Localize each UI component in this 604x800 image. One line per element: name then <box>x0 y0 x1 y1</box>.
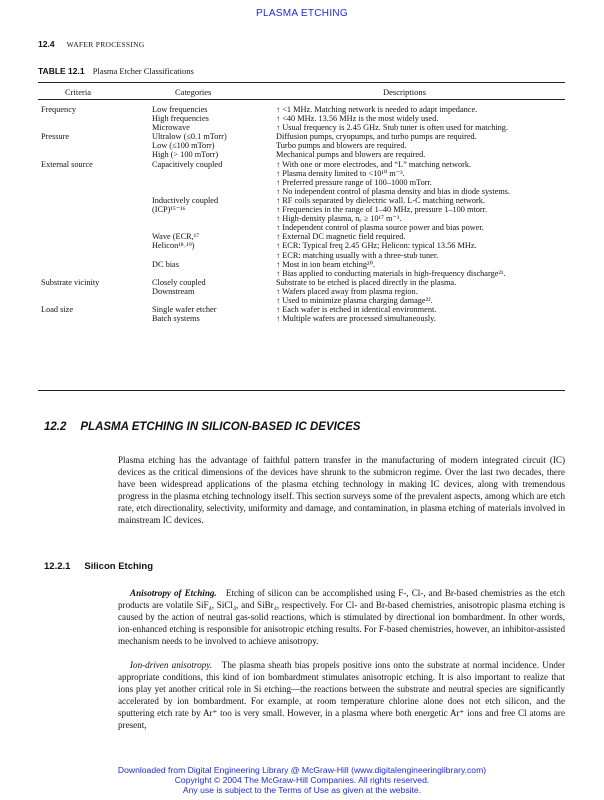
category-cell <box>152 296 276 305</box>
table-row <box>38 269 568 278</box>
criteria-cell <box>38 123 152 132</box>
table-row <box>38 141 568 150</box>
table-row <box>38 196 568 205</box>
criteria-cell <box>38 114 152 123</box>
chapter-title: WAFER PROCESSING <box>66 40 145 49</box>
category-cell: Helicon¹⁸˒¹⁹) <box>152 241 195 251</box>
table-header-descriptions: Descriptions <box>383 87 426 97</box>
classification-table <box>38 105 568 323</box>
description-cell: ↑ No independent control of plasma density and bias in diode systems. <box>276 186 511 196</box>
subsection-title: Silicon Etching <box>84 561 154 572</box>
criteria-cell: External source <box>41 159 93 169</box>
description-cell: ↑ RF coils separated by dielectric wall. L-C matching network. <box>276 195 485 205</box>
subsection-heading <box>44 561 153 572</box>
category-cell: High (> 100 mTorr) <box>152 150 219 160</box>
section-number: 12.2 <box>44 421 67 433</box>
table-header-rule <box>38 99 565 100</box>
category-cell: Batch systems <box>152 314 200 324</box>
category-cell: High frequencies <box>152 114 209 124</box>
category-cell: Capacitively coupled <box>152 159 223 169</box>
criteria-cell <box>38 196 152 205</box>
category-cell: Closely coupled <box>152 277 206 287</box>
table-row <box>38 223 568 232</box>
criteria-cell <box>38 260 152 269</box>
table-row <box>38 278 568 287</box>
category-cell: Microwave <box>152 123 190 133</box>
criteria-cell <box>38 241 152 250</box>
description-cell: ↑ External DC magnetic field required. <box>276 232 406 242</box>
category-cell <box>152 214 276 223</box>
category-cell: Single wafer etcher <box>152 305 217 315</box>
category-cell: Low (≤100 mTorr) <box>152 141 215 151</box>
description-cell: ↑ Usual frequency is 2.45 GHz. Stub tuner is often used for matching. <box>276 123 509 133</box>
table-row <box>38 150 568 159</box>
description-cell: ↑ Used to minimize plasma charging damage²². <box>276 295 433 305</box>
table-header-criteria: Criteria <box>65 87 91 97</box>
table-row <box>38 132 568 141</box>
table-caption <box>38 66 194 76</box>
criteria-cell: Substrate vicinity <box>41 277 100 287</box>
page-banner: PLASMA ETCHING <box>256 8 348 19</box>
criteria-cell <box>38 314 152 323</box>
category-cell <box>152 223 276 232</box>
criteria-cell <box>38 187 152 196</box>
table-row <box>38 314 568 323</box>
description-cell: ↑ ECR: matching usually with a three-stub tuner. <box>276 250 439 260</box>
table-row <box>38 296 568 305</box>
ion-anisotropy-paragraph <box>118 659 565 732</box>
table-row <box>38 214 568 223</box>
table-row <box>38 169 568 178</box>
criteria-cell <box>38 141 152 150</box>
category-cell <box>152 178 276 187</box>
table-row <box>38 260 568 269</box>
footer-line-download: Downloaded from Digital Engineering Library @ McGraw-Hill (www.digitalengineeringlibrary.com) <box>117 765 487 775</box>
intro-paragraph: Plasma etching has the advantage of faithful pattern transfer in the manufacturing of modern integrated circuit (IC) devices as the critical dimensions of the devices have shrunk to the submicron regime. Over the last two decades, there have been widespread applications of the plasma etching technology in making IC devices, along with tremendous progress in the plasma etching technology itself. This section surveys some of the prevalent aspects, among which are etch rate, etch directionality, selectivity, uniformity and damage, and contamination, in plasma etching of materials involved in mainstream IC devices. <box>118 455 565 526</box>
table-caption-text: Plasma Etcher Classifications <box>92 66 194 76</box>
description-cell: ↑ Bias applied to conducting materials in high-frequency discharge²¹. <box>276 268 506 278</box>
ion-text: The plasma sheath bias propels positive ions onto the substrate at normal incidence. Under appropriate conditions, this kind of ion bombardment stimulates anisotropic etching. It is also important to realize that ions play yet another critical role in Si etching—the reactions between the substrate and neutral species are significantly accelerated by ion bombardment. For example, at room temperature chlorine alone does not etch silicon, and the sputtering etch rate by Ar⁺ too is very small. However, in a plasma where both energetic Ar⁺ ions and free Cl atoms are present, <box>118 660 565 731</box>
table-row <box>38 305 568 314</box>
description-cell: ↑ <40 MHz. 13.56 MHz is the most widely used. <box>276 114 439 124</box>
description-cell: ↑ Multiple wafers are processed simultaneously. <box>276 314 436 324</box>
criteria-cell <box>38 251 152 260</box>
table-row <box>38 251 568 260</box>
criteria-cell <box>38 178 152 187</box>
table-row <box>38 105 568 114</box>
criteria-cell <box>38 205 152 214</box>
category-cell: Wave (ECR,¹⁷ <box>152 232 200 242</box>
criteria-cell <box>38 214 152 223</box>
description-cell: ↑ High-density plasma, nₑ ≥ 10¹⁷ m⁻³. <box>276 214 402 224</box>
criteria-cell: Load size <box>41 305 74 315</box>
category-cell: Inductively coupled <box>152 195 219 205</box>
description-cell: ↑ With one or more electrodes, and “L” matching network. <box>276 159 472 169</box>
description-cell: ↑ <1 MHz. Matching network is needed to adapt impedance. <box>276 105 478 114</box>
page-number: 12.4 <box>38 39 55 49</box>
criteria-cell <box>38 232 152 241</box>
table-header-categories: Categories <box>175 87 212 97</box>
category-cell: Low frequencies <box>152 105 208 114</box>
running-head <box>38 39 145 49</box>
table-row <box>38 187 568 196</box>
footer <box>0 765 604 795</box>
criteria-cell <box>38 169 152 178</box>
category-cell <box>152 187 276 196</box>
category-cell <box>152 169 276 178</box>
category-cell <box>152 269 276 278</box>
footer-line-terms: Any use is subject to the Terms of Use as given at the website. <box>182 785 422 795</box>
table-row <box>38 160 568 169</box>
subsection-number: 12.2.1 <box>44 561 71 572</box>
description-cell: ↑ Frequencies in the range of 1–40 MHz, pressure 1–100 mtorr. <box>276 205 488 215</box>
ion-runin: Ion-driven anisotropy. <box>130 660 213 670</box>
table-row <box>38 178 568 187</box>
anisotropy-text: Etching of silicon can be accomplished using F-, Cl-, and Br-based chemistries as the etch products are volatile SiF₄, SiCl₄, and SiBr₄, respectively. For Cl- and Br-based chemistries, anisotropic plasma etching is caused by the action of neutral gas-solid reactions, which is stimulated by directional ion bombardment. In other words, ion-enhanced etching is responsible for anisotropic etching results. For F-based chemistries, however, an inhibitor-assisted mechanism needs to be involved to achieve anisotropy. <box>118 588 565 647</box>
description-cell: Turbo pumps and blowers are required. <box>276 141 407 151</box>
table-row <box>38 123 568 132</box>
category-cell: Ultralow (≤0.1 mTorr) <box>152 132 227 142</box>
description-cell: ↑ Each wafer is etched in identical environment. <box>276 305 437 315</box>
description-cell: ↑ Preferred pressure range of 100–1000 mTorr. <box>276 177 432 187</box>
criteria-cell: Frequency <box>41 105 77 114</box>
criteria-cell <box>38 150 152 159</box>
description-cell: Substrate to be etched is placed directly in the plasma. <box>276 277 457 287</box>
category-cell: Downstream <box>152 286 195 296</box>
category-cell: DC bias <box>152 259 179 269</box>
description-cell: Mechanical pumps and blowers are required. <box>276 150 426 160</box>
criteria-cell <box>38 223 152 232</box>
description-cell: ↑ Most in ion beam etching²⁰. <box>276 259 375 269</box>
criteria-cell <box>38 269 152 278</box>
table-row <box>38 232 568 241</box>
description-cell: ↑ Plasma density limited to <10¹⁰ m⁻³. <box>276 168 405 178</box>
criteria-cell <box>38 296 152 305</box>
criteria-cell: Pressure <box>41 132 70 142</box>
table-row <box>38 205 568 214</box>
footer-line-copyright: Copyright © 2004 The McGraw-Hill Companies. All rights reserved. <box>174 775 430 785</box>
section-title: PLASMA ETCHING IN SILICON-BASED IC DEVICES <box>80 421 361 433</box>
table-row <box>38 241 568 250</box>
table-bottom-rule <box>38 390 565 391</box>
category-cell <box>152 251 276 260</box>
anisotropy-paragraph <box>118 587 565 647</box>
description-cell: ↑ Independent control of plasma source power and bias power. <box>276 223 484 233</box>
anisotropy-runin: Anisotropy of Etching. <box>130 588 217 598</box>
description-cell: Diffusion pumps, cryopumps, and turbo pumps are required. <box>276 132 477 142</box>
table-label: TABLE 12.1 <box>38 66 85 76</box>
category-cell: (ICP)¹⁵⁻¹⁶ <box>152 205 186 215</box>
table-top-rule <box>38 82 565 83</box>
table-row <box>38 114 568 123</box>
criteria-cell <box>38 287 152 296</box>
section-heading <box>44 421 360 433</box>
description-cell: ↑ ECR: Typical freq 2.45 GHz; Helicon: typical 13.56 MHz. <box>276 241 477 251</box>
table-row <box>38 287 568 296</box>
description-cell: ↑ Wafers placed away from plasma region. <box>276 286 418 296</box>
